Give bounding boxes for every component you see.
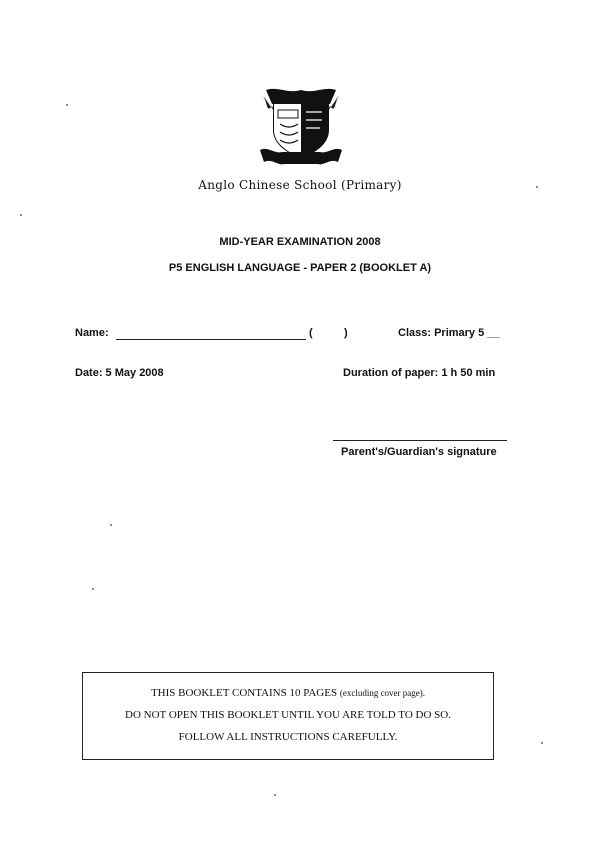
notice-page-count — [83, 687, 493, 699]
register-number-close-paren: ) — [344, 327, 348, 339]
school-name: Anglo Chinese School (Primary) — [198, 178, 402, 192]
name-label: Name: — [75, 327, 109, 339]
duration-label: Duration of paper: 1 h 50 min — [343, 367, 496, 379]
signature-line[interactable] — [333, 440, 507, 441]
school-crest-logo — [258, 84, 344, 168]
exam-title: MID-YEAR EXAMINATION 2008 — [219, 236, 381, 248]
notice-do-not-open: DO NOT OPEN THIS BOOKLET UNTIL YOU ARE TOLD TO DO SO. — [125, 709, 451, 721]
scan-speck — [536, 186, 538, 188]
scan-speck — [274, 794, 276, 796]
notice-follow-instructions: FOLLOW ALL INSTRUCTIONS CAREFULLY. — [178, 731, 398, 743]
notice-page-count-note: (excluding cover page). — [339, 688, 426, 698]
class-label: Class: Primary 5 __ — [398, 327, 500, 339]
scan-speck — [20, 214, 22, 216]
paper-title: P5 ENGLISH LANGUAGE - PAPER 2 (BOOKLET A) — [168, 262, 432, 274]
notice-page-count-main: THIS BOOKLET CONTAINS 10 PAGES — [150, 687, 338, 699]
name-field-line[interactable] — [116, 339, 306, 340]
date-label: Date: 5 May 2008 — [75, 367, 164, 379]
scan-speck — [66, 104, 68, 106]
signature-label: Parent's/Guardian's signature — [341, 446, 497, 458]
instructions-notice-box — [82, 672, 494, 760]
scan-speck — [110, 524, 112, 526]
scan-speck — [92, 588, 94, 590]
register-number-open-paren: ( — [309, 327, 313, 339]
scan-speck — [541, 742, 543, 744]
